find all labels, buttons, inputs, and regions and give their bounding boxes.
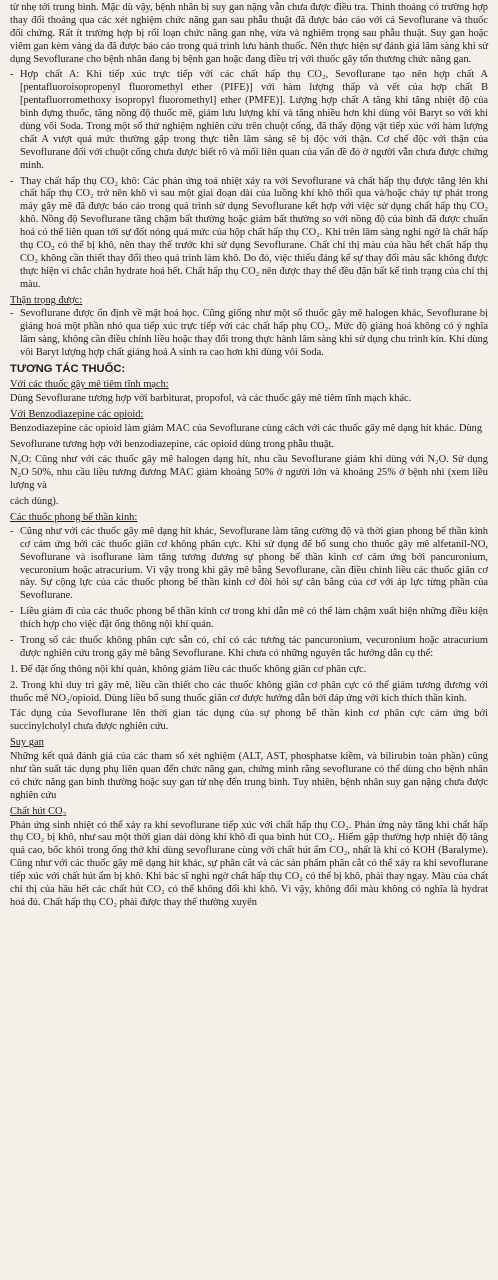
- paragraph-liver-intro: từ nhẹ tới trung bình. Mặc dù vậy, bệnh nhân bị suy gan nặng vẫn chưa được điều tra. Thỉnh thoảng có trường hợp thay đổi thoáng qua các xét nghiệm chức năng gan sau phẫu thuật đã được báo cáo với cả Sevoflurane và thuốc đối chứng. Rất ít trường hợp bị rối loạn chức năng gan nhẹ, vừa và nghiêm trọng sau phẫu thuật. Suy gan hoặc viêm gan kèm vàng da đã được báo cáo trong quá trình lưu hành thuốc. Nên thực hiện sự đánh giá lâm sàng khi sử dụng Sevoflurane cho bệnh nhân đang bị bệnh gan hoặc đang điều trị với thuốc gây tổn thương chức năng gan.: [10, 2, 488, 65]
- heading-liver-failure: Suy gan: [10, 737, 44, 749]
- paragraph-benzodiazepine-2: Sevoflurane tương hợp với benzodiazepine, các opioid dùng trong phẫu thuật.: [10, 438, 334, 450]
- paragraph-iv-anesthetics: Dùng Sevoflurane tương hợp với barbiturat, propofol, và các thuốc gây mê tiêm tĩnh mạch khác.: [10, 392, 412, 404]
- paragraph-stability: - Sevoflurane được ổn định về mặt hoá học. Cũng giống như một số thuốc gây mê halogen khác, Sevoflurane bị giáng hoá một phần nhỏ qua tiếp xúc trực tiếp với các chất hấp phụ CO₂. Mức độ giáng hoá không có ý nghĩa lâm sàng, không cần điều chỉnh liều hoặc thay đổi trong thực hành lâm sàng khi sử dụng chu trình kín. Khi dùng vôi Baryt lượng hợp chất giáng hoá A sinh ra cao hơn khi dùng vôi Soda.: [10, 308, 488, 360]
- heading-drug-interactions: TƯƠNG TÁC THUỐC:: [10, 363, 126, 376]
- paragraph-neuromuscular-3: - Trong số các thuốc không phân cực sẵn có, chỉ có các tương tác pancuronium, vecuronium hoặc atracurium được nghiên cứu trong gây mê bằng Sevoflurane. Khi chưa có những nguyên tắc hướng dẫn cụ thể:: [10, 635, 488, 661]
- heading-caution: Thận trọng được:: [10, 294, 83, 306]
- paragraph-succinylcholine: Tác dụng của Sevoflurane lên thời gian tác dụng của sự phong bế thần kinh cơ phân cực cảm ứng bởi succinylcholyl chưa được nghiên cứu.: [10, 708, 488, 733]
- paragraph-n2o: N₂O: Cũng như với các thuốc gây mê halogen dạng hít, nhu cầu Sevoflurane giảm khi dùng với N₂O. Sử dụng N₂O 50%, nhu cầu liều tương đương MAC giảm khoảng 50% ở người lớn và khoảng 25% ở bệnh nhi (xem liều lượng và: [10, 454, 488, 492]
- heading-co2-absorbent: Chất hút CO₂: [10, 805, 67, 817]
- paragraph-compound-a: - Hợp chất A: Khi tiếp xúc trực tiếp với các chất hấp thụ CO₂, Sevoflurane tạo nên hợp chất A [pentafluoroisopropenyl fluoromethyl ether (PIFE)] với hàm lượng thấp và vết của hợp chất B [pentafluorromethoxy isopropyl fluoromethyl] ether (PMFE)]. Lượng hợp chất A tăng khi tăng nhiệt độ của bình đựng thuốc, tăng nồng độ thuốc mê, giảm lưu lượng khí và tăng nhiều hơn khi dùng vôi Baryt so với khi dùng vôi Soda. Trong một số thử nghiệm nghiên cứu trên chuột cống, đã thấy động vật tiếp xúc với hàm lượng chất A vượt quá mức thường gặp trong thực tiễn lâm sàng sẽ bị độc với thận. Cơ chế độc với thận của Sevoflurane đối với chuột cống chưa được biết rõ và mối liên quan của vấn đề đó ở người vẫn chưa được chứng minh.: [10, 69, 488, 172]
- heading-benzodiazepine: Với Benzodiazepine các opioid:: [10, 408, 144, 420]
- paragraph-neuromuscular-2: - Liều giảm đi của các thuốc phong bế thần kinh cơ trong khi dẫn mê có thể làm chậm xuất hiện những điều kiện thích hợp cho việc đặt ống thông nội khí quản.: [10, 606, 488, 632]
- paragraph-co2-absorbent: Phản ứng sinh nhiệt có thể xảy ra khi sevoflurane tiếp xúc với chất hấp thụ CO₂. Phản ứng này tăng khi chất hấp thụ CO₂ bị khô, như sau một thời gian dài dòng khí khô đi qua bình hút CO₂. Hiếm gặp thường hợp nhiệt độ tăng quá cao, bốc khói trong ống thở khi dùng sevoflurane cùng với chất hút ẩm CO₂, nhất là khi có KOH (Baralyme). Cũng như với các thuốc gây mê dạng hít khác, sự phân cắt và các sản phẩm phân cắt có thể xảy ra khi sevoflurane tiếp xúc với chất hút ẩm bị khô. Khi bác sĩ nghi ngờ chất hấp thụ CO₂ có thể bị khô, phải thay ngay. Màu của chất chỉ thị của hầu hết các chất hút CO₂ có thể không đổi khi khô. Vì vậy, không đổi màu không có nghĩa là hydrat hoá đủ. Chất hấp thụ CO₂ phải được thay thế thường xuyên: [10, 819, 488, 908]
- paragraph-neuromuscular-1: - Cũng như với các thuốc gây mê dạng hít khác, Sevoflurane làm tăng cường độ và thời gian phong bế thần kinh cơ cảm ứng bởi các thuốc giãn cơ không phân cực. Khi sử dụng để bổ sung cho thuốc gây mê alfetanil-NO, Sevoflurane và isoflurane làm tăng tương đương sự phong bế thần kinh cơ cảm ứng bởi pancuronium, vecuronium hoặc atracurium. Vì vậy trong khi gây mê bằng Sevoflurane, cần điều chỉnh liều các thuốc giãn cơ này. Sự cộng lực của các thuốc phong bế thần kinh cơ đòi hỏi sự cân bằng của cơ với áp lực từng phần của Sevoflurane.: [10, 526, 488, 603]
- list-item-1: 1. Để đặt ống thông nội khí quản, không giảm liều các thuốc không giãn cơ phân cực.: [10, 663, 367, 675]
- paragraph-benzodiazepine: Benzodiazepine các opioid làm giảm MAC của Sevoflurane cùng cách với các thuốc gây mê dạng hít khác. Dùng: [10, 422, 483, 434]
- list-item-2: 2. Trong khi duy trì gây mê, liều cần thiết cho các thuốc không giãn cơ phân cực có thể giảm tương đương với thuốc mê NO₂/opioid. Dùng liều bổ sung thuốc giãn cơ được hướng dẫn bởi đáp ứng với kích thích thần kinh.: [10, 679, 488, 704]
- paragraph-n2o-2: cách dùng).: [10, 496, 59, 508]
- heading-neuromuscular: Các thuốc phong bế thần kinh:: [10, 511, 138, 523]
- paragraph-dry-absorbent: - Thay chất hấp thụ CO₂ khô: Các phản ứng toả nhiệt xảy ra với Sevoflurane và chất hấp thụ được tăng lên khi chất hấp thụ CO₂ trở nên khô vì sau một giai đoạn dài của luồng khí khô thổi qua và/hoặc cháy tự phát trong máy gây mê đã được báo cáo trong quá trình sử dụng Sevoflurane kết hợp với việc sử dụng chất hấp thụ CO₂ khô. Nồng độ Sevoflurane tăng chậm bất thường hoặc giảm bất thường so với nồng độ của bình đã được chuẩn hoá có thể liên quan tới sự đốt nóng quá mức của hộp chất hấp thụ CO₂. Khi trên lâm sàng nghi ngờ là chất hấp thụ CO₂ có thể bị khô, nên thay thế trước khi sử dụng Sevoflurane. Chất chỉ thị màu của hầu hết chất hấp thụ CO₂ không cần thiết thay đổi theo quá trình làm khô. Do đó, việc thiếu đáng kể sự thay đổi màu sắc không được thực hiện vì chắc chắn hydrate hoá hết. Chất hấp thụ CO₂ nên được thay thế đều đặn bất kể tình trạng của chỉ thị màu.: [10, 176, 488, 292]
- paragraph-liver-failure: Những kết quả đánh giá của các tham số xét nghiệm (ALT, AST, phosphatse kiềm, và bilirubin toàn phần) cũng như tần suất tác dụng phụ liên quan đến chức năng gan, chứng minh rằng sevoflurane có thể dùng cho bệnh nhân có chức năng gan bình thường hoặc suy gan từ nhẹ đến trung bình. Tuy nhiên, bệnh nhân suy gan nặng chưa được nghiên cứu: [10, 751, 488, 801]
- heading-iv-anesthetics: Với các thuốc gây mê tiêm tĩnh mạch:: [10, 378, 169, 390]
